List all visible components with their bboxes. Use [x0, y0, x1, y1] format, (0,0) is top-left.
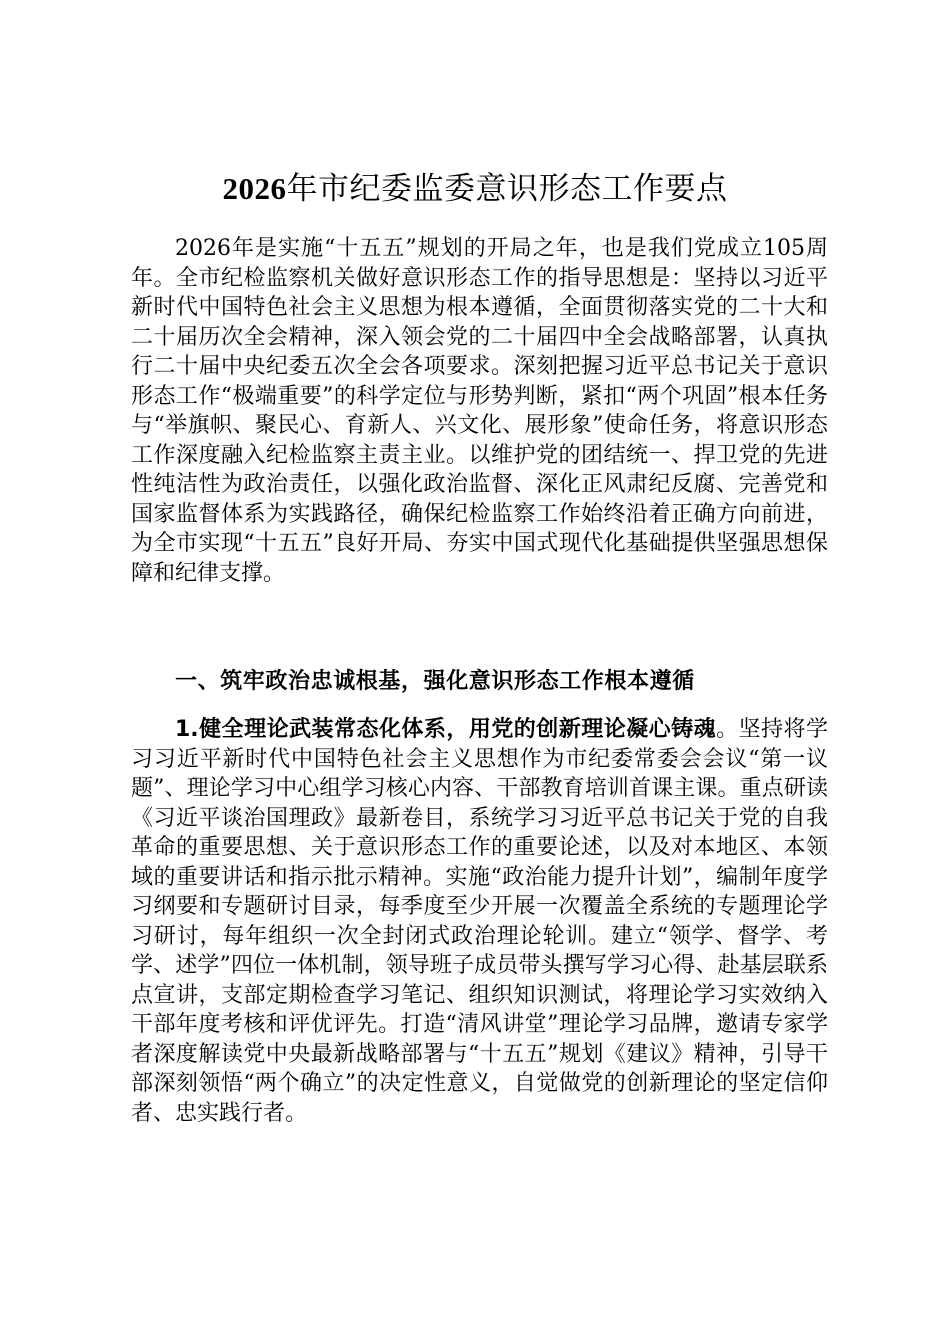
section-heading-1: 一、筑牢政治忠诚根基，强化意识形态工作根本遵循 — [175, 669, 695, 694]
title-text: 年市纪委监委意识形态工作要点 — [286, 171, 728, 207]
document-title — [0, 166, 950, 212]
item-1-lead: 1.健全理论武装常态化体系，用党的创新理论凝心铸魂 — [175, 717, 717, 742]
item-1-body: 。坚持将学习习近平新时代中国特色社会主义思想作为市纪委常委会会议“第一议题”、理论学习中心组学习核心内容、干部教育培训首课主课。重点研读《习近平谈治国理政》最新卷目，系统学习习近平总书记关于党的自我革命的重要思想、关于意识形态工作的重要论述，以及对本地区、本领域的重要讲话和指示批示精神。实施“政治能力提升计划”，编制年度学习纲要和专题研讨目录，每季度至少开展一次覆盖全系统的专题理论学习研讨，每年组织一次全封闭式政治理论轮训。建立“领学、督学、考学、述学”四位一体机制，领导班子成员带头撰写学习心得、赴基层联系点宣讲，支部定期检查学习笔记、组织知识测试，将理论学习实效纳入干部年度考核和评优评先。打造“清风讲堂”理论学习品牌，邀请专家学者深度解读党中央最新战略部署与“十五五”规划《建议》精神，引导干部深刻领悟“两个确立”的决定性意义，自觉做党的创新理论的坚定信仰者、忠实践行者。 — [131, 717, 828, 1126]
item-1-paragraph — [131, 715, 828, 1128]
title-year: 2026 — [222, 171, 287, 206]
intro-paragraph: 2026年是实施“十五五”规划的开局之年，也是我们党成立105周年。全市纪检监察机关做好意识形态工作的指导思想是：坚持以习近平新时代中国特色社会主义思想为根本遵循，全面贯彻落实党的二十大和二十届历次全会精神，深入领会党的二十届四中全会战略部署，认真执行二十届中央纪委五次全会各项要求。深刻把握习近平总书记关于意识形态工作“极端重要”的科学定位与形势判断，紧扣“两个巩固”根本任务与“举旗帜、聚民心、育新人、兴文化、展形象”使命任务，将意识形态工作深度融入纪检监察主责主业。以维护党的团结统一、捍卫党的先进性纯洁性为政治责任，以强化政治监督、深化正风肃纪反腐、完善党和国家监督体系为实践路径，确保纪检监察工作始终沿着正确方向前进，为全市实现“十五五”良好开局、夯实中国式现代化基础提供坚强思想保障和纪律支撑。 — [131, 236, 828, 586]
